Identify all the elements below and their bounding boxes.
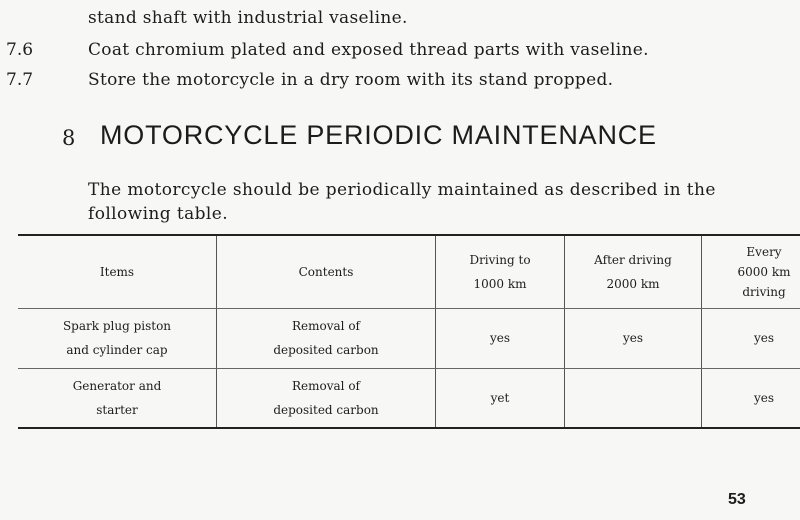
header-items-label: Items (99, 264, 135, 279)
cell-driving-1000: yet (436, 368, 565, 428)
step-text-7-7: Store the motorcycle in a dry room with its stand propped. (88, 70, 614, 90)
cell-content-line2: deposited carbon (273, 402, 379, 417)
cell-after-2000: yes (565, 308, 702, 368)
section-intro-line1: The motorcycle should be periodically maintained as described in the (88, 180, 716, 200)
cell-item-line2: starter (96, 402, 138, 417)
cell-item (18, 308, 217, 368)
table-row (18, 308, 800, 368)
cell-every-6000: yes (702, 308, 800, 368)
cell-content (217, 308, 436, 368)
table-row (18, 368, 800, 428)
cell-after-2000 (565, 368, 702, 428)
continued-text: stand shaft with industrial vaseline. (88, 8, 408, 28)
table-header-row (18, 235, 800, 308)
section-intro-line2: following table. (88, 204, 229, 224)
cell-content-line1: Removal of (292, 378, 360, 393)
maintenance-table (18, 234, 800, 429)
cell-content-line1: Removal of (292, 319, 360, 333)
cell-item-line1: Generator and (72, 378, 162, 393)
header-every-6000 (702, 235, 800, 308)
step-number-7-7: 7.7 (6, 70, 34, 90)
section-title: MOTORCYCLE PERIODIC MAINTENANCE (100, 120, 657, 150)
header-every-line3: driving (742, 284, 786, 299)
header-after-line2: 2000 km (606, 276, 660, 291)
cell-content (217, 368, 436, 428)
section-number: 8 (62, 126, 76, 150)
step-text-7-6: Coat chromium plated and exposed thread parts with vaseline. (88, 40, 649, 60)
cell-content-line2: deposited carbon (273, 343, 379, 357)
header-driving-1000 (436, 235, 565, 308)
cell-every-6000: yes (702, 368, 800, 428)
header-items (18, 235, 217, 308)
header-after-2000 (565, 235, 702, 308)
header-after-line1: After driving (594, 252, 672, 267)
header-contents-label: Contents (298, 264, 354, 279)
header-every-line2: 6000 km (737, 264, 791, 279)
cell-item-line1: Spark plug piston (62, 319, 172, 333)
cell-item (18, 368, 217, 428)
header-contents (217, 235, 436, 308)
header-driving-line2: 1000 km (473, 276, 527, 291)
step-number-7-6: 7.6 (6, 40, 34, 60)
cell-item-line2: and cylinder cap (66, 343, 168, 357)
cell-driving-1000: yes (436, 308, 565, 368)
header-every-line1: Every (746, 244, 782, 259)
page-number: 53 (728, 491, 746, 508)
header-driving-line1: Driving to (469, 252, 531, 267)
